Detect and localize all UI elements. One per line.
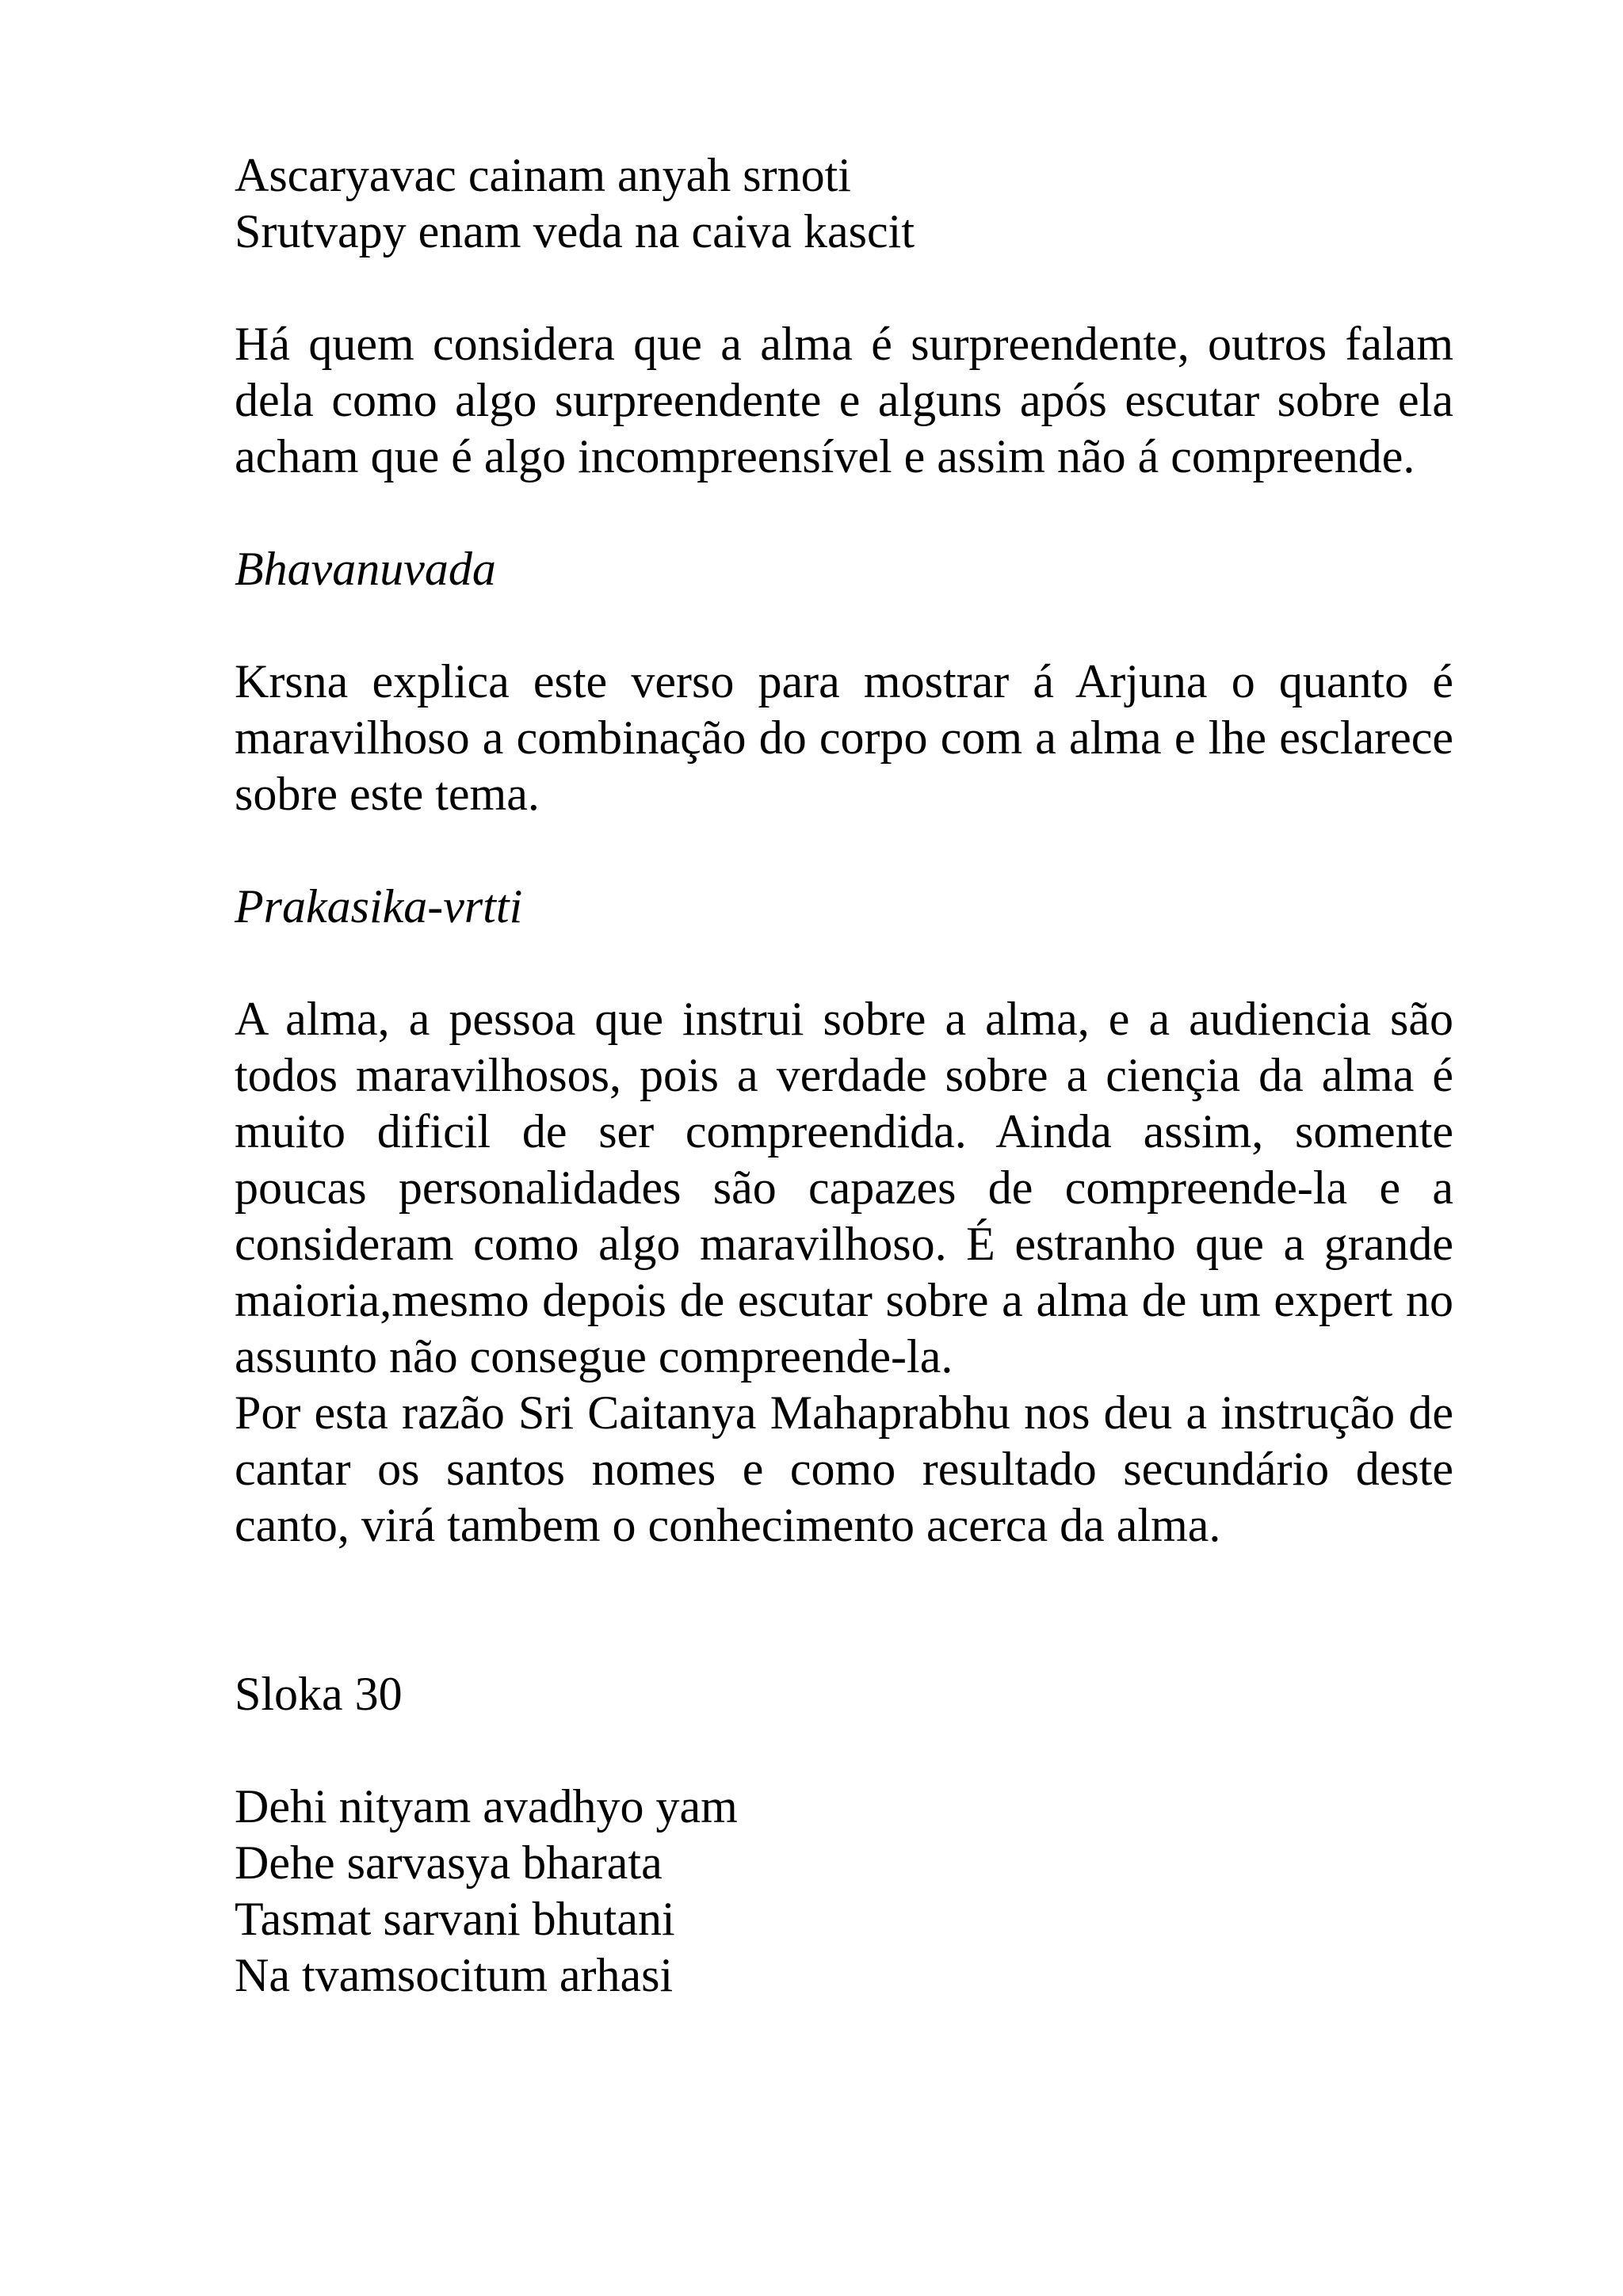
sloka-line: Na tvamsocitum arhasi [235,1949,674,2001]
sloka-line: Tasmat sarvani bhutani [235,1893,675,1945]
section-heading-bhavanuvada: Bhavanuvada [235,543,496,595]
section-heading-prakasika: Prakasika-vrtti [235,880,523,933]
sloka-title: Sloka 30 [235,1668,403,1720]
verse-line: Ascaryavac cainam anyah srnoti [235,149,851,201]
document-page [235,147,1453,2004]
prakasika-paragraph: A alma, a pessoa que instrui sobre a alma, e a audiencia são todos maravilhosos, pois a verdade sobre a ciençia da alma é muito dificil de ser compreendida. Ainda assim, somente poucas personalidades são capazes de compreende-la e a consideram como algo maravilhoso. É estranho que a grande maioria,mesmo depois de escutar sobre a alma de um expert no assunto não consegue compreende-la. [235,993,1453,1383]
verse-line: Srutvapy enam veda na caiva kascit [235,205,915,257]
translation-paragraph: Há quem considera que a alma é surpreendente, outros falam dela como algo surpreendente e alguns após escutar sobre ela acham que é algo incompreensível e assim não á compreende. [235,318,1453,482]
sloka-line: Dehi nityam avadhyo yam [235,1780,738,1833]
sloka-line: Dehe sarvasya bharata [235,1836,663,1889]
bhavanuvada-paragraph: Krsna explica este verso para mostrar á Arjuna o quanto é maravilhoso a combinação do corpo com a alma e lhe esclarece sobre este tema. [235,655,1453,820]
prakasika-paragraph: Por esta razão Sri Caitanya Mahaprabhu nos deu a instrução de cantar os santos nomes e como resultado secundário deste canto, virá tambem o conhecimento acerca da alma. [235,1386,1453,1551]
